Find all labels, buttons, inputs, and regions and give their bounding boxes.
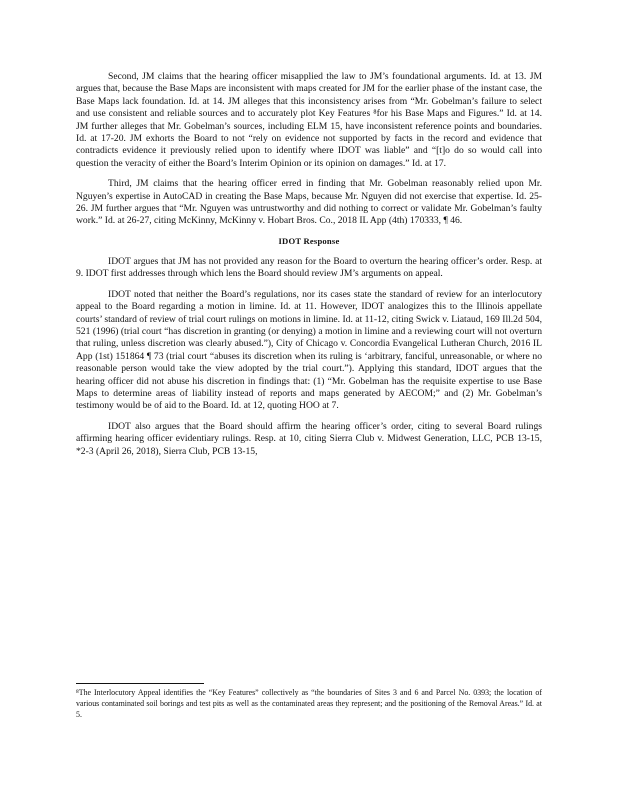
paragraph-third-claim: Third, JM claims that the hearing officer erred in finding that Mr. Gobelman reasonably relied upon Mr. Nguyen’s expertise in AutoCAD in creating the Base Maps, because Mr. Nguyen did not exercise that expertise. Id. 25-26. JM further argues that “Mr. Nguyen was untrustworthy and did nothing to correct or validate Mr. Gobelman’s faulty work.” Id. at 26-27, citing McKinny, McKinny v. Hobart Bros. Co., 2018 IL App (4th) 170333, ¶ 46. <box>76 178 542 227</box>
paragraph-idot-argues: IDOT argues that JM has not provided any reason for the Board to overturn the hearing officer’s order. Resp. at 9. IDOT first addresses through which lens the Board should review JM’s arguments on appeal. <box>76 255 542 280</box>
footnote: ⁸The Interlocutory Appeal identifies the “Key Features” collectively as “the boundaries of Sites 3 and 6 and Parcel No. 0393; the location of various contaminated soil borings and test pits as well as the contaminated areas they represent; and the positioning of the Removal Areas.” Id. at 5. <box>76 688 542 719</box>
paragraph-affirm-order: IDOT also argues that the Board should affirm the hearing officer’s order, citing to several Board rulings affirming hearing officer evidentiary rulings. Resp. at 10, citing Sierra Club v. Midwest Generation, LLC, PCB 13-15, *2-3 (April 26, 2018), Sierra Club, PCB 13-15, <box>76 420 542 457</box>
footnote-separator <box>76 683 204 684</box>
body-text <box>76 71 542 466</box>
paragraph-second-claim: Second, JM claims that the hearing officer misapplied the law to JM’s foundational arguments. Id. at 13. JM argues that, because the Base Maps are inconsistent with maps created for JM for the earlier phase of the instant case, the Base Maps lack foundation. Id. at 14. JM alleges that this inconsistency arises from “Mr. Gobelman’s failure to select and use consistent and reliable sources and to accurately plot Key Features ⁸for his Base Maps and Figures.” Id. at 14. JM further alleges that Mr. Gobelman’s sources, including ELM 15, have inconsistent reference points and boundaries. Id. at 17-20. JM exhorts the Board to not “rely on evidence not supported by facts in the record and evidence that contradicts evidence it previously relied upon to identify where IDOT was liable” and “[t]o do so would call into question the veracity of either the Board’s Interim Opinion or its opinion on damages.” Id. at 17. <box>76 71 542 169</box>
paragraph-standard-of-review: IDOT noted that neither the Board’s regulations, nor its cases state the standard of review for an interlocutory appeal to the Board regarding a motion in limine. Id. at 11. However, IDOT analogizes this to the Illinois appellate courts’ standard of review of trial court rulings on motions in limine. Id. at 11-12, citing Swick v. Liataud, 169 Ill.2d 504, 521 (1996) (trial court “has discretion in granting (or denying) a motion in limine and a reviewing court will not overturn that ruling, unless discretion was clearly abused.”), City of Chicago v. Concordia Evangelical Lutheran Church, 2016 IL App (1st) 151864 ¶ 73 (trial court “abuses its discretion when its ruling is ‘arbitrary, fanciful, unreasonable, or where no reasonable person would take the view adopted by the trial court.”). Applying this standard, IDOT argues that the hearing officer did not abuse his discretion in findings that: (1) “Mr. Gobelman has the requisite expertise to use Base Maps to determine areas of liability instead of reports and maps generated by AECOM;” and (2) Mr. Gobelman’s testimony would be of aid to the Board. Id. at 12, quoting HOO at 7. <box>76 288 542 412</box>
section-heading: IDOT Response <box>278 235 340 246</box>
